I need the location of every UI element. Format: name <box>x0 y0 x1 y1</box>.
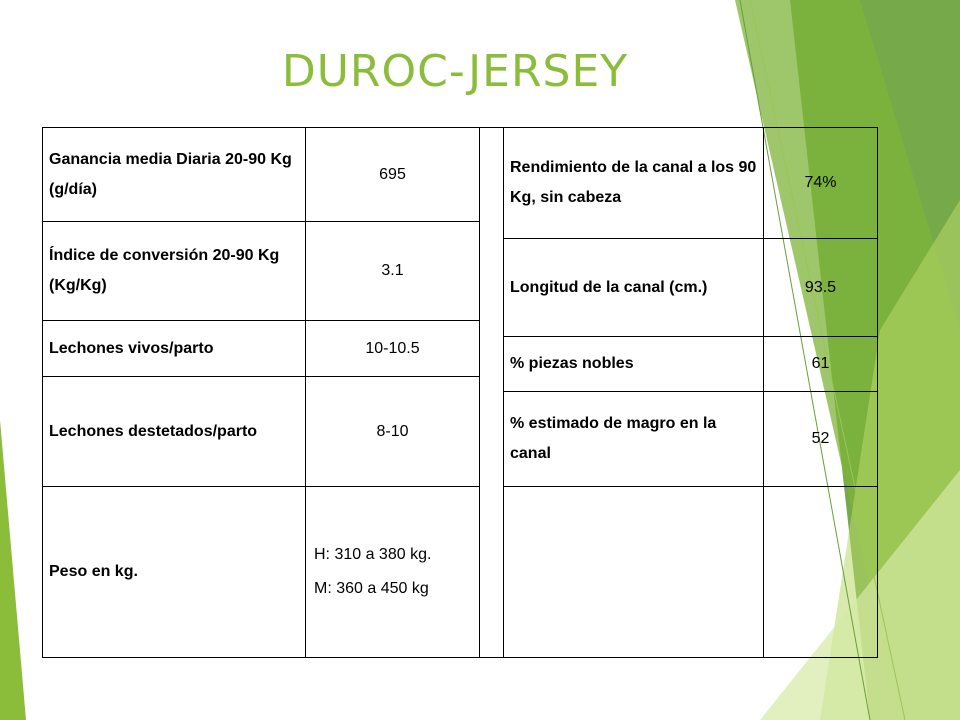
left-value-ganancia: 695 <box>305 127 480 222</box>
left-value-destetados: 8-10 <box>305 376 480 487</box>
right-label-piezas: % piezas nobles <box>503 336 764 392</box>
left-value-vivos: 10-10.5 <box>305 320 480 377</box>
spacer-column <box>479 127 504 658</box>
right-value-piezas: 61 <box>763 336 878 392</box>
right-empty-value-cell <box>763 486 878 658</box>
left-label-ganancia: Ganancia media Diaria 20-90 Kg (g/día) <box>42 127 306 222</box>
left-label-vivos: Lechones vivos/parto <box>42 320 306 377</box>
left-label-peso: Peso en kg. <box>42 486 306 658</box>
peso-macho: M: 360 a 450 kg <box>314 580 429 597</box>
slide-title: DUROC-JERSEY <box>281 46 629 97</box>
left-value-indice: 3.1 <box>305 221 480 321</box>
left-value-peso <box>305 486 480 658</box>
right-value-magro: 52 <box>763 391 878 487</box>
right-label-magro: % estimado de magro en la canal <box>503 391 764 487</box>
peso-hembra: H: 310 a 380 kg. <box>314 546 432 563</box>
right-label-longitud: Longitud de la canal (cm.) <box>503 238 764 337</box>
left-label-destetados: Lechones destetados/parto <box>42 376 306 487</box>
right-label-rendimiento: Rendimiento de la canal a los 90 Kg, sin cabeza <box>503 127 764 239</box>
right-value-longitud: 93.5 <box>763 238 878 337</box>
right-empty-label-cell <box>503 486 764 658</box>
right-value-rendimiento: 74% <box>763 127 878 239</box>
left-label-indice: Índice de conversión 20-90 Kg (Kg/Kg) <box>42 221 306 321</box>
